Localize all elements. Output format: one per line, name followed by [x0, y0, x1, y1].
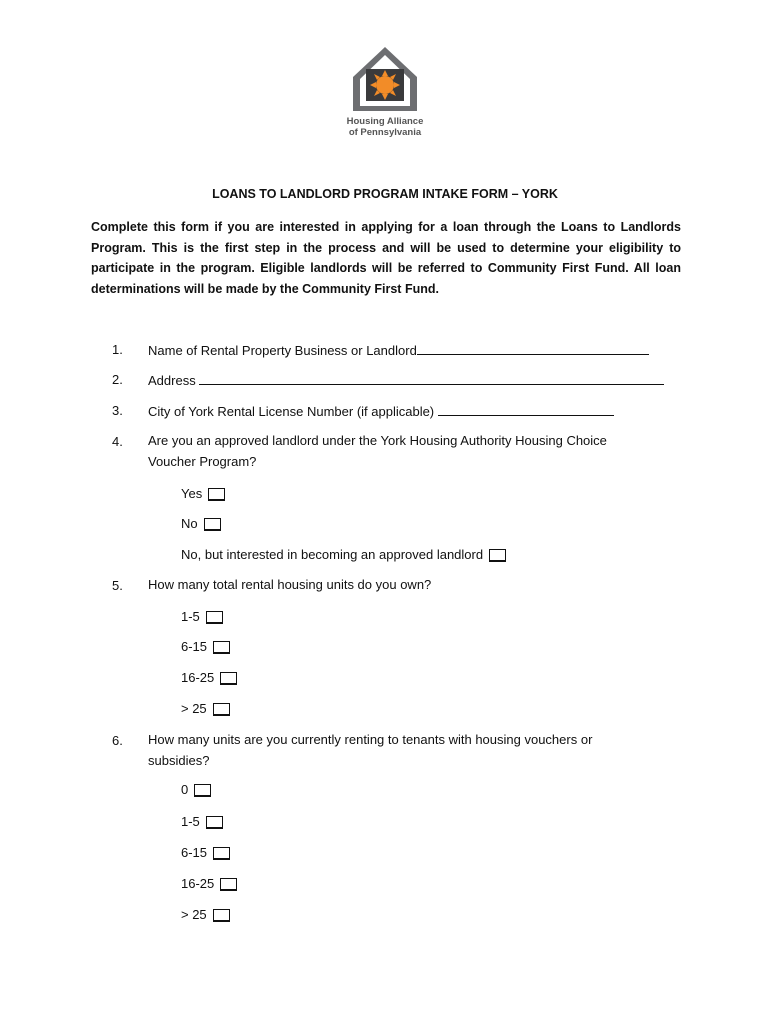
q4-number: 4. — [112, 434, 123, 449]
q6-number: 6. — [112, 733, 123, 748]
q1-number: 1. — [112, 342, 123, 357]
q6-option-3 — [181, 845, 230, 860]
q4-option-yes — [181, 486, 225, 501]
form-title: LOANS TO LANDLORD PROGRAM INTAKE FORM – YORK — [212, 187, 558, 201]
q5-option-2 — [181, 639, 230, 654]
logo-line2: of Pennsylvania — [348, 127, 422, 138]
q6-option-5-label: > 25 — [181, 907, 207, 922]
q5-option-3 — [181, 670, 237, 685]
q6-option-1-checkbox[interactable] — [194, 784, 211, 797]
q6-option-3-label: 6-15 — [181, 845, 208, 860]
q5-option-2-label: 6-15 — [181, 639, 208, 654]
q5-option-4 — [181, 701, 230, 716]
q6-option-1 — [181, 782, 211, 797]
q5-option-2-checkbox[interactable] — [213, 641, 230, 654]
q5-option-1-checkbox[interactable] — [206, 611, 223, 624]
q6-option-2 — [181, 814, 223, 829]
logo — [344, 44, 426, 146]
q4-option-no-label: No — [181, 516, 198, 531]
intro-paragraph: Complete this form if you are interested in applying for a loan through the Loans to Landlords Program. This is the first step in the process and will be used to determine your eligibility to participate in the program. Eligible landlords will be referred to Community First Fund. All loan determinations will be made by the Community First Fund. — [91, 220, 681, 296]
q6-label: How many units are you currently renting to tenants with housing vouchers or subsidies? — [148, 732, 593, 768]
q6-option-2-checkbox[interactable] — [206, 816, 223, 829]
q5-option-4-checkbox[interactable] — [213, 703, 230, 716]
q4-no-checkbox[interactable] — [204, 518, 221, 531]
q6-option-4 — [181, 876, 237, 891]
logo-text — [344, 116, 426, 138]
q5-label: How many total rental housing units do you own? — [148, 577, 432, 592]
q3-number: 3. — [112, 403, 123, 418]
q4-yes-checkbox[interactable] — [208, 488, 225, 501]
q4-option-yes-label: Yes — [181, 486, 203, 501]
q5-option-1 — [181, 609, 223, 624]
house-sun-icon — [350, 44, 420, 114]
logo-line1: Housing Alliance — [346, 116, 424, 127]
q2-label: Address — [148, 373, 196, 388]
q6-option-5 — [181, 907, 230, 922]
q1-input-line[interactable] — [417, 342, 649, 355]
q6-option-2-label: 1-5 — [181, 814, 200, 829]
q2-row — [148, 372, 664, 388]
q2-number: 2. — [112, 372, 123, 387]
q5-option-3-label: 16-25 — [181, 670, 215, 685]
q6-option-3-checkbox[interactable] — [213, 847, 230, 860]
q5-number: 5. — [112, 578, 123, 593]
q4-option-interested-label: No, but interested in becoming an approved landlord — [181, 547, 484, 562]
q1-label: Name of Rental Property Business or Landlord — [148, 343, 417, 358]
q5-option-4-label: > 25 — [181, 701, 207, 716]
q6-option-1-label: 0 — [181, 782, 189, 797]
q6-option-4-checkbox[interactable] — [220, 878, 237, 891]
q3-label: City of York Rental License Number (if applicable) — [148, 404, 435, 419]
q3-input-line[interactable] — [438, 403, 614, 416]
q4-interested-checkbox[interactable] — [489, 549, 506, 562]
q3-row — [148, 403, 614, 419]
q2-input-line[interactable] — [199, 372, 664, 385]
q4-label: Are you an approved landlord under the York Housing Authority Housing Choice Voucher Program? — [148, 433, 607, 469]
q6-option-4-label: 16-25 — [181, 876, 215, 891]
q5-option-3-checkbox[interactable] — [220, 672, 237, 685]
q1-row — [148, 342, 649, 358]
q6-option-5-checkbox[interactable] — [213, 909, 230, 922]
q4-option-interested — [181, 547, 506, 562]
q4-option-no — [181, 516, 221, 531]
q5-option-1-label: 1-5 — [181, 609, 200, 624]
